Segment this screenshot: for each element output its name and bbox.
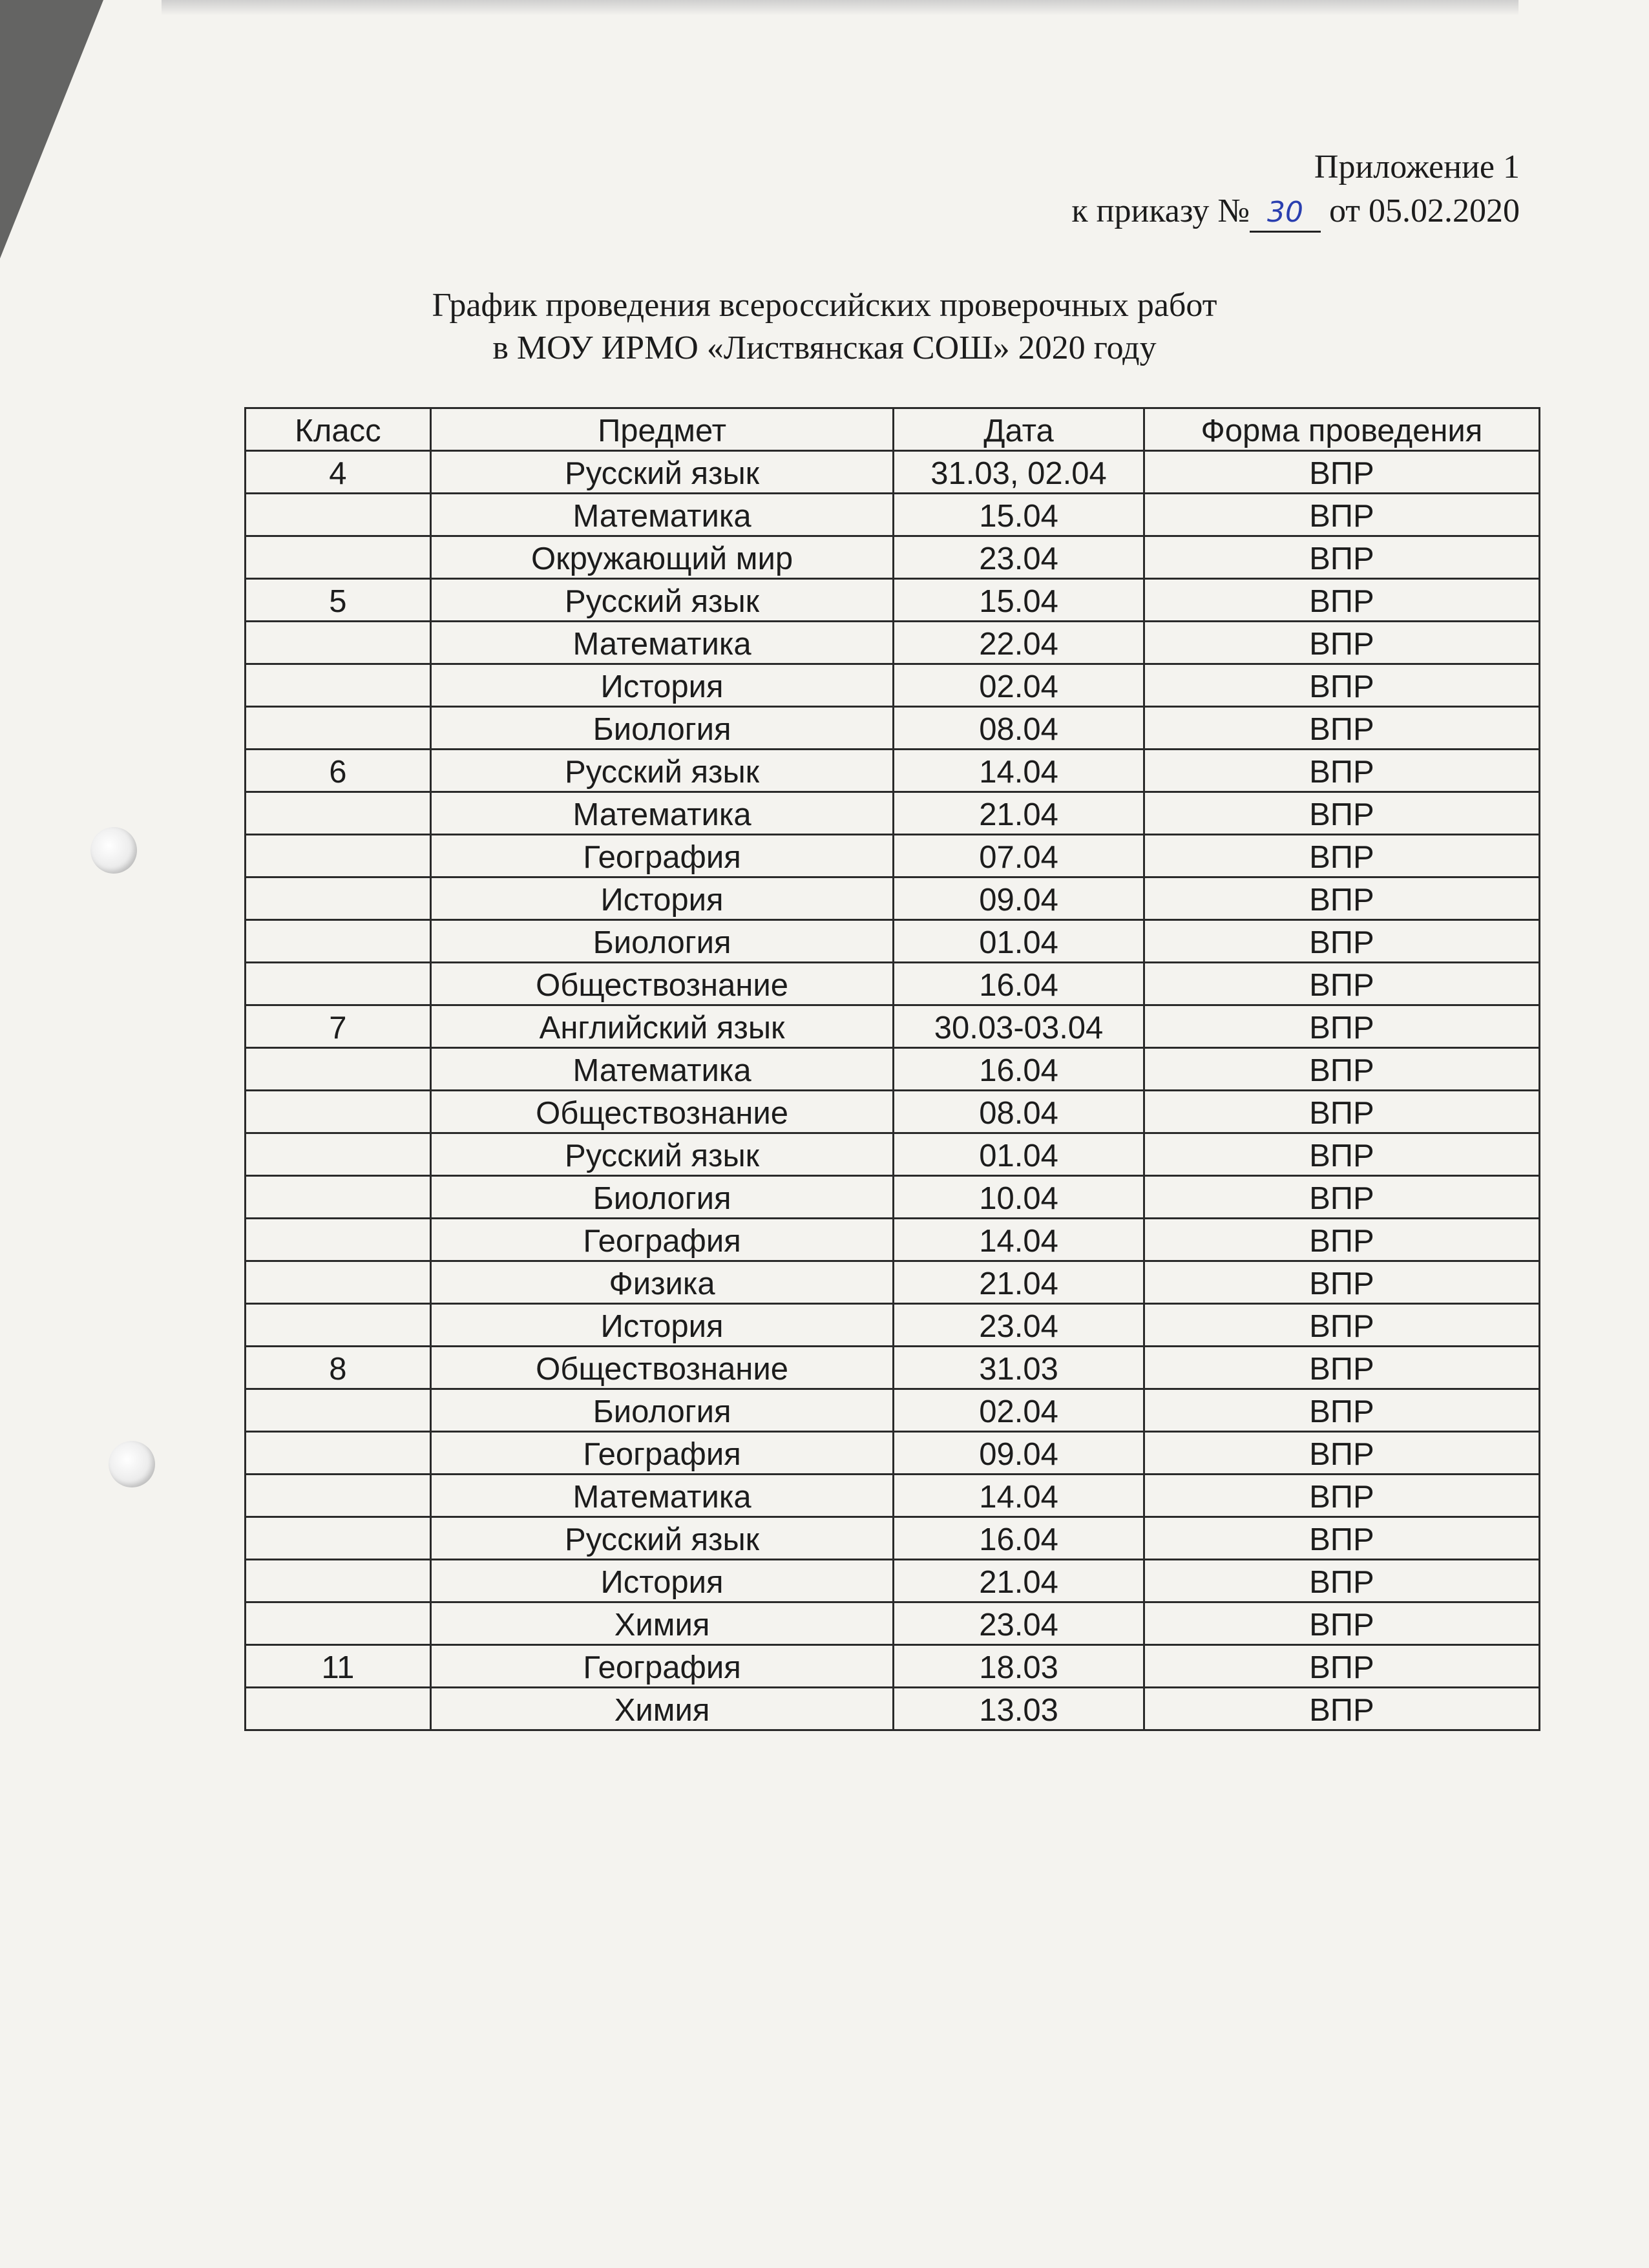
cell-date: 01.04	[894, 920, 1144, 963]
schedule-table	[244, 407, 1540, 1731]
table-row	[246, 1091, 1540, 1133]
table-row	[246, 494, 1540, 536]
cell-date: 09.04	[894, 1432, 1144, 1475]
cell-class	[246, 1560, 431, 1602]
cell-subject: Окружающий мир	[430, 536, 893, 579]
cell-subject: Русский язык	[430, 579, 893, 622]
cell-form: ВПР	[1144, 1688, 1539, 1730]
cell-form: ВПР	[1144, 1091, 1539, 1133]
table-row	[246, 664, 1540, 707]
title-line-1: График проведения всероссийских проверочных работ	[432, 287, 1217, 324]
cell-subject: Биология	[430, 1389, 893, 1432]
cell-form: ВПР	[1144, 1133, 1539, 1176]
table-row	[246, 1048, 1540, 1091]
cell-form: ВПР	[1144, 1389, 1539, 1432]
scan-dark-corner	[0, 0, 103, 258]
order-reference	[1071, 189, 1520, 233]
table-row	[246, 963, 1540, 1005]
cell-class	[246, 835, 431, 877]
cell-form: ВПР	[1144, 877, 1539, 920]
cell-class	[246, 664, 431, 707]
cell-form: ВПР	[1144, 494, 1539, 536]
cell-date: 16.04	[894, 963, 1144, 1005]
cell-date: 16.04	[894, 1517, 1144, 1560]
table-row	[246, 1176, 1540, 1219]
cell-form: ВПР	[1144, 835, 1539, 877]
table-row	[246, 1389, 1540, 1432]
punch-hole-lower	[109, 1441, 155, 1487]
cell-date: 02.04	[894, 664, 1144, 707]
cell-subject: Английский язык	[430, 1005, 893, 1048]
cell-subject: История	[430, 1560, 893, 1602]
schedule-body	[246, 451, 1540, 1730]
document-title	[0, 284, 1649, 370]
order-prefix: к приказу №	[1071, 193, 1250, 229]
cell-date: 01.04	[894, 1133, 1144, 1176]
cell-date: 02.04	[894, 1389, 1144, 1432]
cell-subject: Русский язык	[430, 1517, 893, 1560]
cell-form: ВПР	[1144, 1219, 1539, 1261]
table-row	[246, 1602, 1540, 1645]
table-row	[246, 1645, 1540, 1688]
header-subject: Предмет	[430, 408, 893, 451]
cell-date: 14.04	[894, 1219, 1144, 1261]
table-row	[246, 1261, 1540, 1304]
cell-subject: Физика	[430, 1261, 893, 1304]
cell-date: 16.04	[894, 1048, 1144, 1091]
cell-form: ВПР	[1144, 1560, 1539, 1602]
cell-class	[246, 1432, 431, 1475]
cell-subject: Биология	[430, 707, 893, 750]
cell-date: 21.04	[894, 1261, 1144, 1304]
cell-subject: История	[430, 664, 893, 707]
cell-date: 13.03	[894, 1688, 1144, 1730]
cell-form: ВПР	[1144, 1432, 1539, 1475]
cell-form: ВПР	[1144, 622, 1539, 664]
cell-subject: Химия	[430, 1602, 893, 1645]
cell-form: ВПР	[1144, 792, 1539, 835]
cell-class	[246, 1219, 431, 1261]
cell-date: 30.03-03.04	[894, 1005, 1144, 1048]
cell-form: ВПР	[1144, 750, 1539, 792]
header-date: Дата	[894, 408, 1144, 451]
cell-subject: История	[430, 877, 893, 920]
cell-class	[246, 1389, 431, 1432]
order-date: от 05.02.2020	[1329, 193, 1520, 229]
cell-class	[246, 1602, 431, 1645]
cell-subject: Русский язык	[430, 1133, 893, 1176]
cell-subject: Русский язык	[430, 451, 893, 494]
cell-date: 23.04	[894, 1304, 1144, 1347]
order-number-handwritten: 30	[1250, 194, 1321, 233]
header-form: Форма проведения	[1144, 408, 1539, 451]
table-row	[246, 1304, 1540, 1347]
table-row	[246, 750, 1540, 792]
cell-date: 21.04	[894, 1560, 1144, 1602]
cell-class	[246, 707, 431, 750]
table-row	[246, 920, 1540, 963]
cell-date: 08.04	[894, 707, 1144, 750]
cell-date: 15.04	[894, 494, 1144, 536]
cell-subject: Математика	[430, 792, 893, 835]
table-row	[246, 1517, 1540, 1560]
cell-date: 09.04	[894, 877, 1144, 920]
cell-class	[246, 1133, 431, 1176]
cell-class	[246, 622, 431, 664]
table-row	[246, 707, 1540, 750]
cell-form: ВПР	[1144, 1005, 1539, 1048]
table-row	[246, 1688, 1540, 1730]
cell-form: ВПР	[1144, 536, 1539, 579]
cell-subject: Математика	[430, 622, 893, 664]
cell-subject: Биология	[430, 920, 893, 963]
cell-form: ВПР	[1144, 1645, 1539, 1688]
cell-subject: Обществознание	[430, 1091, 893, 1133]
cell-class	[246, 1475, 431, 1517]
cell-class	[246, 1304, 431, 1347]
cell-form: ВПР	[1144, 963, 1539, 1005]
cell-date: 14.04	[894, 750, 1144, 792]
table-row	[246, 1560, 1540, 1602]
table-row	[246, 1432, 1540, 1475]
cell-date: 21.04	[894, 792, 1144, 835]
table-row	[246, 835, 1540, 877]
cell-form: ВПР	[1144, 1261, 1539, 1304]
cell-class	[246, 1688, 431, 1730]
cell-date: 31.03, 02.04	[894, 451, 1144, 494]
appendix-label: Приложение 1	[1314, 149, 1520, 185]
cell-date: 07.04	[894, 835, 1144, 877]
cell-class: 5	[246, 579, 431, 622]
scan-top-edge-shadow	[162, 0, 1518, 16]
cell-form: ВПР	[1144, 1475, 1539, 1517]
table-row	[246, 622, 1540, 664]
cell-date: 31.03	[894, 1347, 1144, 1389]
cell-class: 7	[246, 1005, 431, 1048]
cell-form: ВПР	[1144, 579, 1539, 622]
cell-class	[246, 963, 431, 1005]
cell-subject: География	[430, 1432, 893, 1475]
cell-class	[246, 792, 431, 835]
cell-date: 14.04	[894, 1475, 1144, 1517]
cell-class	[246, 920, 431, 963]
cell-class: 6	[246, 750, 431, 792]
cell-form: ВПР	[1144, 1048, 1539, 1091]
cell-class	[246, 1176, 431, 1219]
cell-date: 23.04	[894, 1602, 1144, 1645]
table-row	[246, 1133, 1540, 1176]
table-header-row	[246, 408, 1540, 451]
cell-form: ВПР	[1144, 1176, 1539, 1219]
table-row	[246, 1347, 1540, 1389]
cell-subject: Математика	[430, 1475, 893, 1517]
table-row	[246, 579, 1540, 622]
cell-class: 11	[246, 1645, 431, 1688]
table-row	[246, 451, 1540, 494]
cell-form: ВПР	[1144, 1347, 1539, 1389]
cell-form: ВПР	[1144, 707, 1539, 750]
table-row	[246, 877, 1540, 920]
table-row	[246, 1475, 1540, 1517]
cell-date: 15.04	[894, 579, 1144, 622]
cell-subject: Математика	[430, 1048, 893, 1091]
cell-class: 4	[246, 451, 431, 494]
cell-subject: География	[430, 1645, 893, 1688]
header-class: Класс	[246, 408, 431, 451]
cell-subject: Русский язык	[430, 750, 893, 792]
title-line-2: в МОУ ИРМО «Листвянская СОШ» 2020 году	[492, 330, 1157, 366]
cell-subject: География	[430, 1219, 893, 1261]
cell-subject: Обществознание	[430, 963, 893, 1005]
cell-class	[246, 1048, 431, 1091]
cell-date: 18.03	[894, 1645, 1144, 1688]
cell-date: 10.04	[894, 1176, 1144, 1219]
cell-form: ВПР	[1144, 1517, 1539, 1560]
cell-class	[246, 494, 431, 536]
cell-form: ВПР	[1144, 1602, 1539, 1645]
table-row	[246, 536, 1540, 579]
cell-form: ВПР	[1144, 451, 1539, 494]
cell-class	[246, 1261, 431, 1304]
cell-subject: Биология	[430, 1176, 893, 1219]
cell-form: ВПР	[1144, 920, 1539, 963]
cell-form: ВПР	[1144, 1304, 1539, 1347]
cell-subject: История	[430, 1304, 893, 1347]
cell-subject: Химия	[430, 1688, 893, 1730]
table-row	[246, 1219, 1540, 1261]
cell-subject: Обществознание	[430, 1347, 893, 1389]
cell-subject: Математика	[430, 494, 893, 536]
table-row	[246, 1005, 1540, 1048]
cell-class	[246, 1517, 431, 1560]
cell-class	[246, 877, 431, 920]
cell-class	[246, 536, 431, 579]
appendix-header	[1071, 145, 1520, 233]
cell-date: 08.04	[894, 1091, 1144, 1133]
cell-class	[246, 1091, 431, 1133]
cell-date: 22.04	[894, 622, 1144, 664]
table-row	[246, 792, 1540, 835]
cell-class: 8	[246, 1347, 431, 1389]
punch-hole-upper	[90, 827, 137, 874]
cell-form: ВПР	[1144, 664, 1539, 707]
cell-date: 23.04	[894, 536, 1144, 579]
cell-subject: География	[430, 835, 893, 877]
